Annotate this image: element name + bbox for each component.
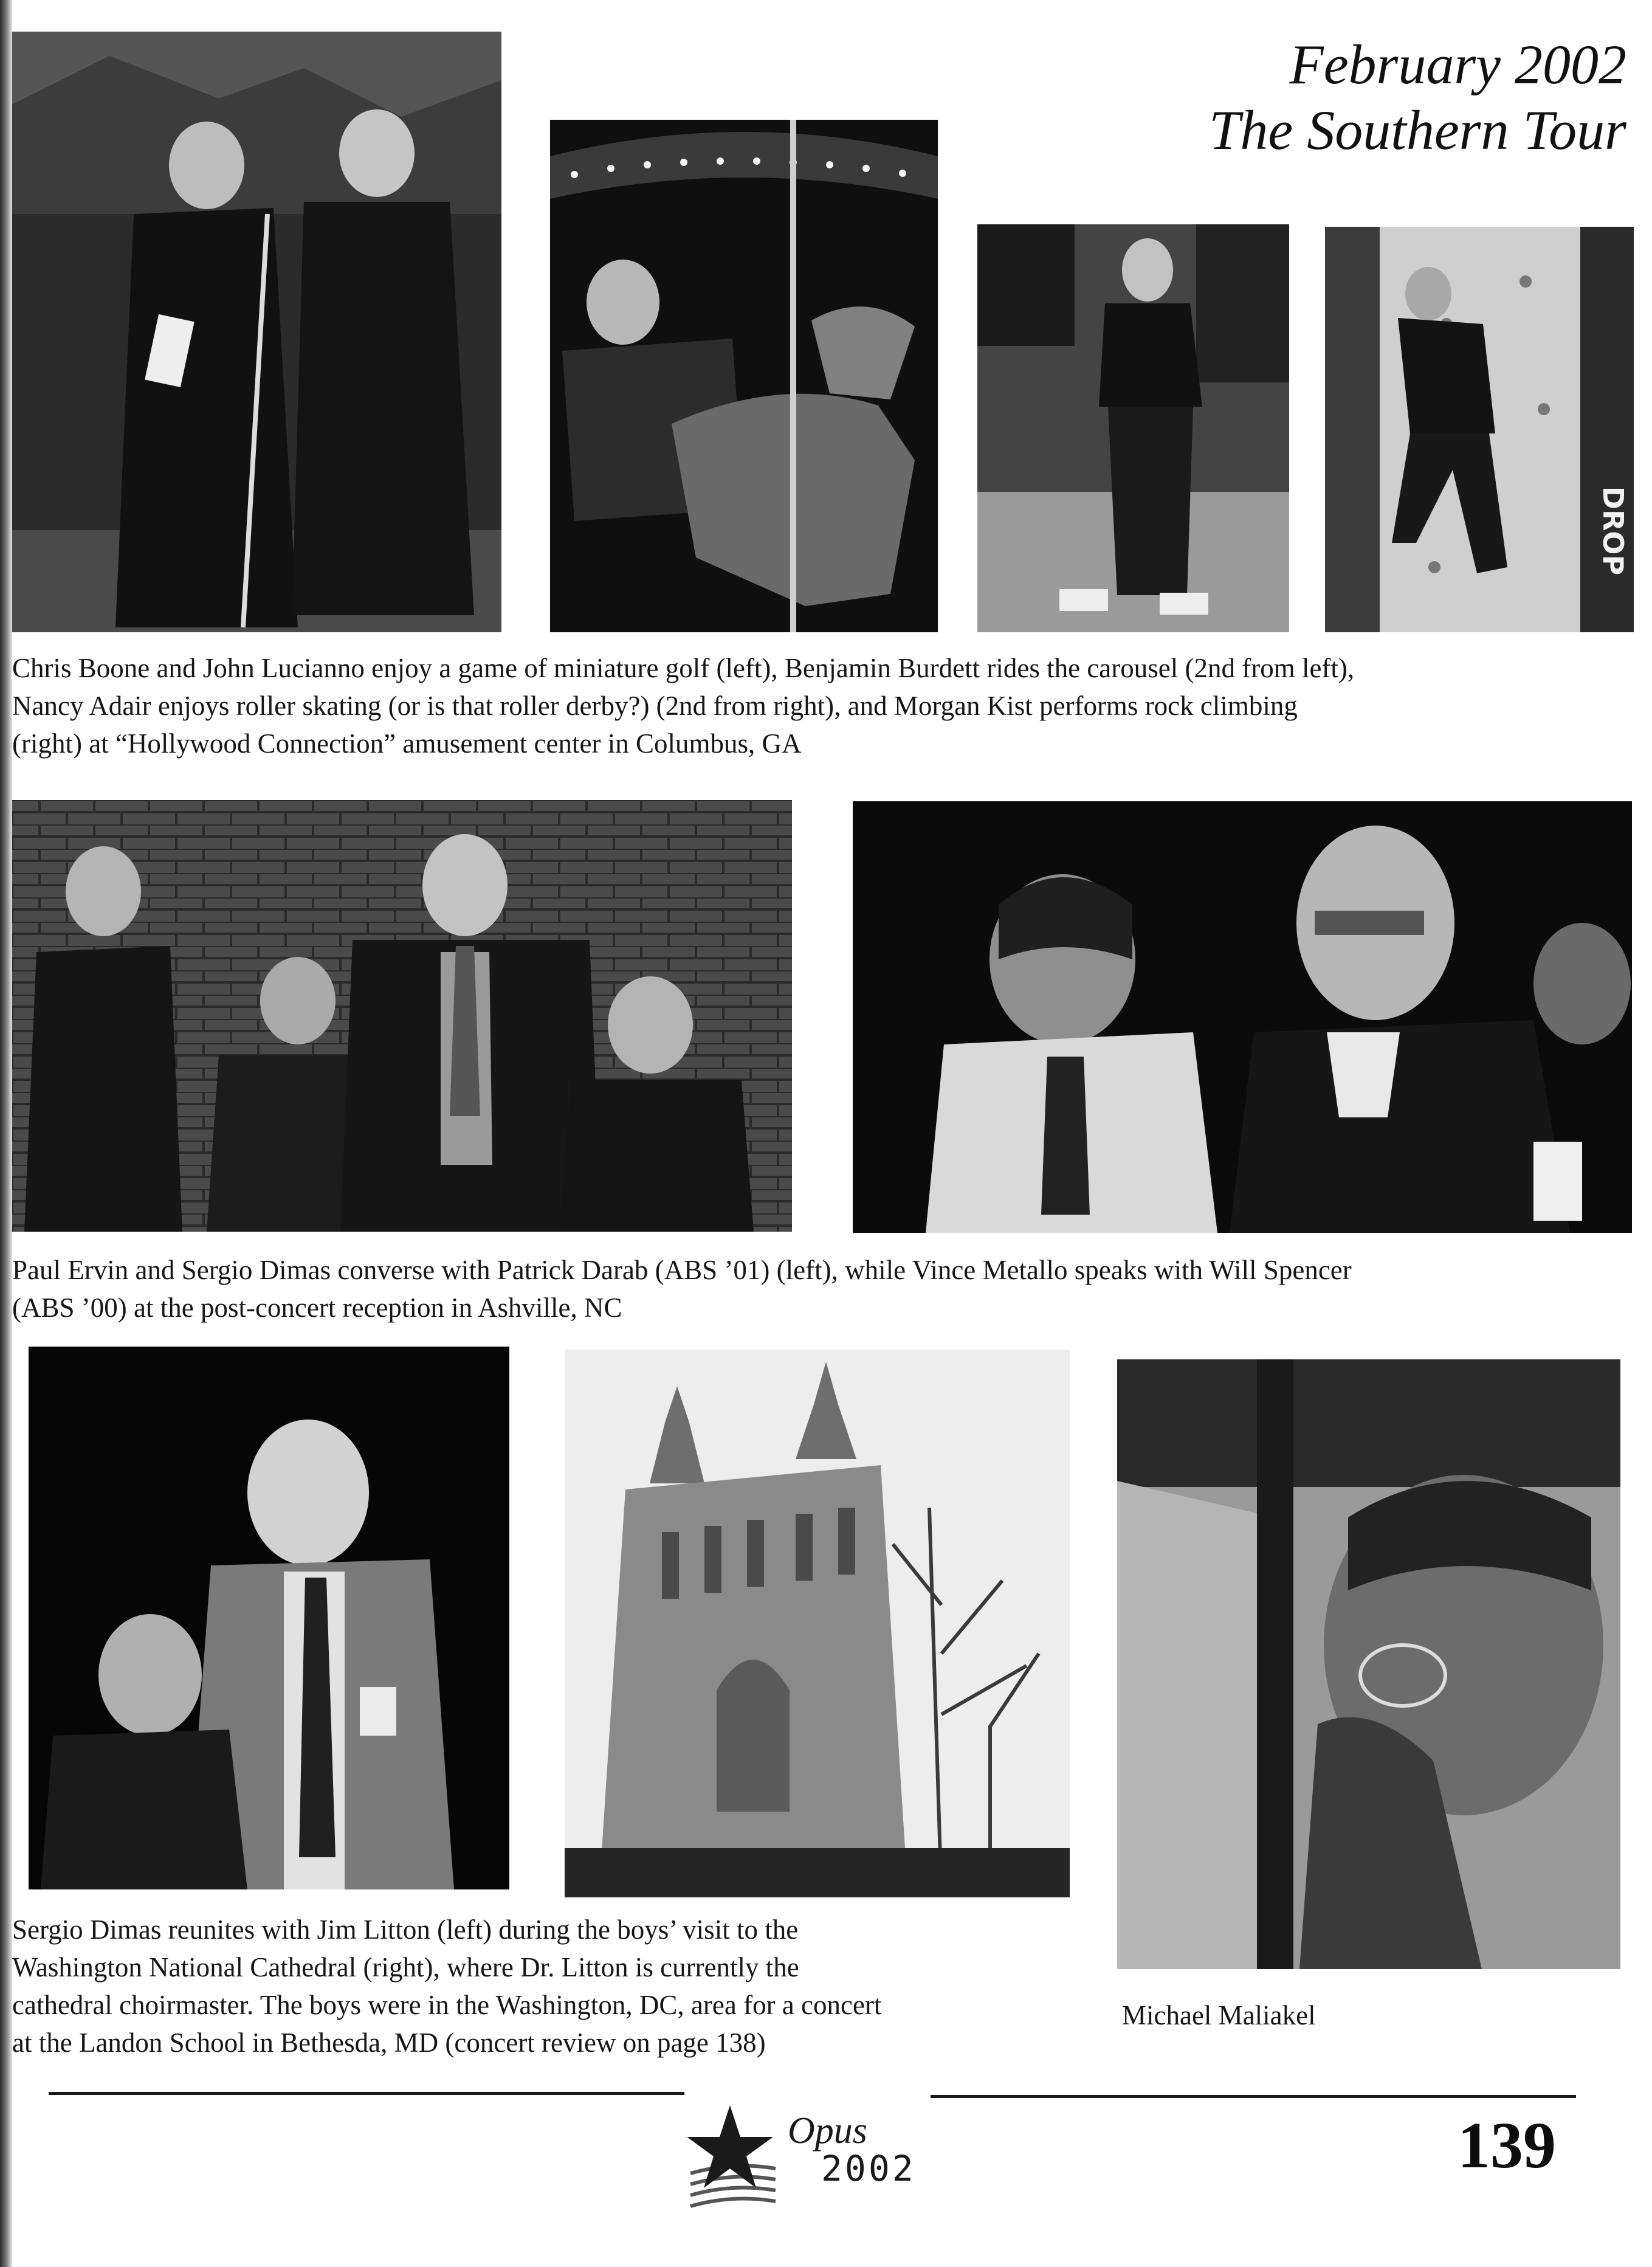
header-date: February 2002 xyxy=(1289,33,1626,95)
photo-dimas-litton xyxy=(29,1347,509,1889)
footer-rule-left xyxy=(49,2092,684,2095)
photo-michael-maliakel xyxy=(1117,1359,1620,1969)
caption-michael-maliakel: Michael Maliakel xyxy=(1122,2000,1316,2031)
photo-miniature-golf xyxy=(12,32,501,632)
header-title: The Southern Tour xyxy=(1209,99,1626,161)
book-spine-shadow xyxy=(0,0,12,2267)
photo-reception-conversation xyxy=(853,801,1632,1233)
caption-cathedral-visit: Sergio Dimas reunites with Jim Litton (left) during the boys’ visit to the Washington National Cathedral (right), where Dr. Litton is currently the cathedral choirmaster. The boys were in the Washington, DC, area for a concert at the Landon School in Bethesda, MD (concert review on page 138) xyxy=(12,1914,882,2058)
photo-roller-skating xyxy=(977,224,1289,632)
photo-rock-climbing xyxy=(1325,227,1634,632)
caption-post-concert-reception: Paul Ervin and Sergio Dimas converse with Patrick Darab (ABS ’01) (left), while Vince Metallo speaks with Will Spencer (ABS ’00) at the post-concert reception in Ashville, NC xyxy=(12,1255,1352,1323)
opus-2002-logo xyxy=(684,2100,940,2210)
caption-hollywood-connection: Chris Boone and John Lucianno enjoy a game of miniature golf (left), Benjamin Burdett rides the carousel (2nd from left), Nancy Adair enjoys roller skating (or is that roller derby?) (2nd from right), and Morgan Kist performs rock climbing (right) at “Hollywood Connection” amusement center in Columbus, GA xyxy=(12,653,1355,759)
drop-sign: DROP xyxy=(1597,486,1630,576)
logo-word: Opus xyxy=(788,2110,867,2151)
logo-year: 2002 xyxy=(821,2148,916,2189)
page-number: 139 xyxy=(1458,2110,1556,2182)
photo-reception-group xyxy=(12,800,792,1232)
photo-carousel xyxy=(550,120,938,632)
footer-rule-right xyxy=(931,2095,1576,2098)
photo-national-cathedral xyxy=(565,1350,1070,1897)
